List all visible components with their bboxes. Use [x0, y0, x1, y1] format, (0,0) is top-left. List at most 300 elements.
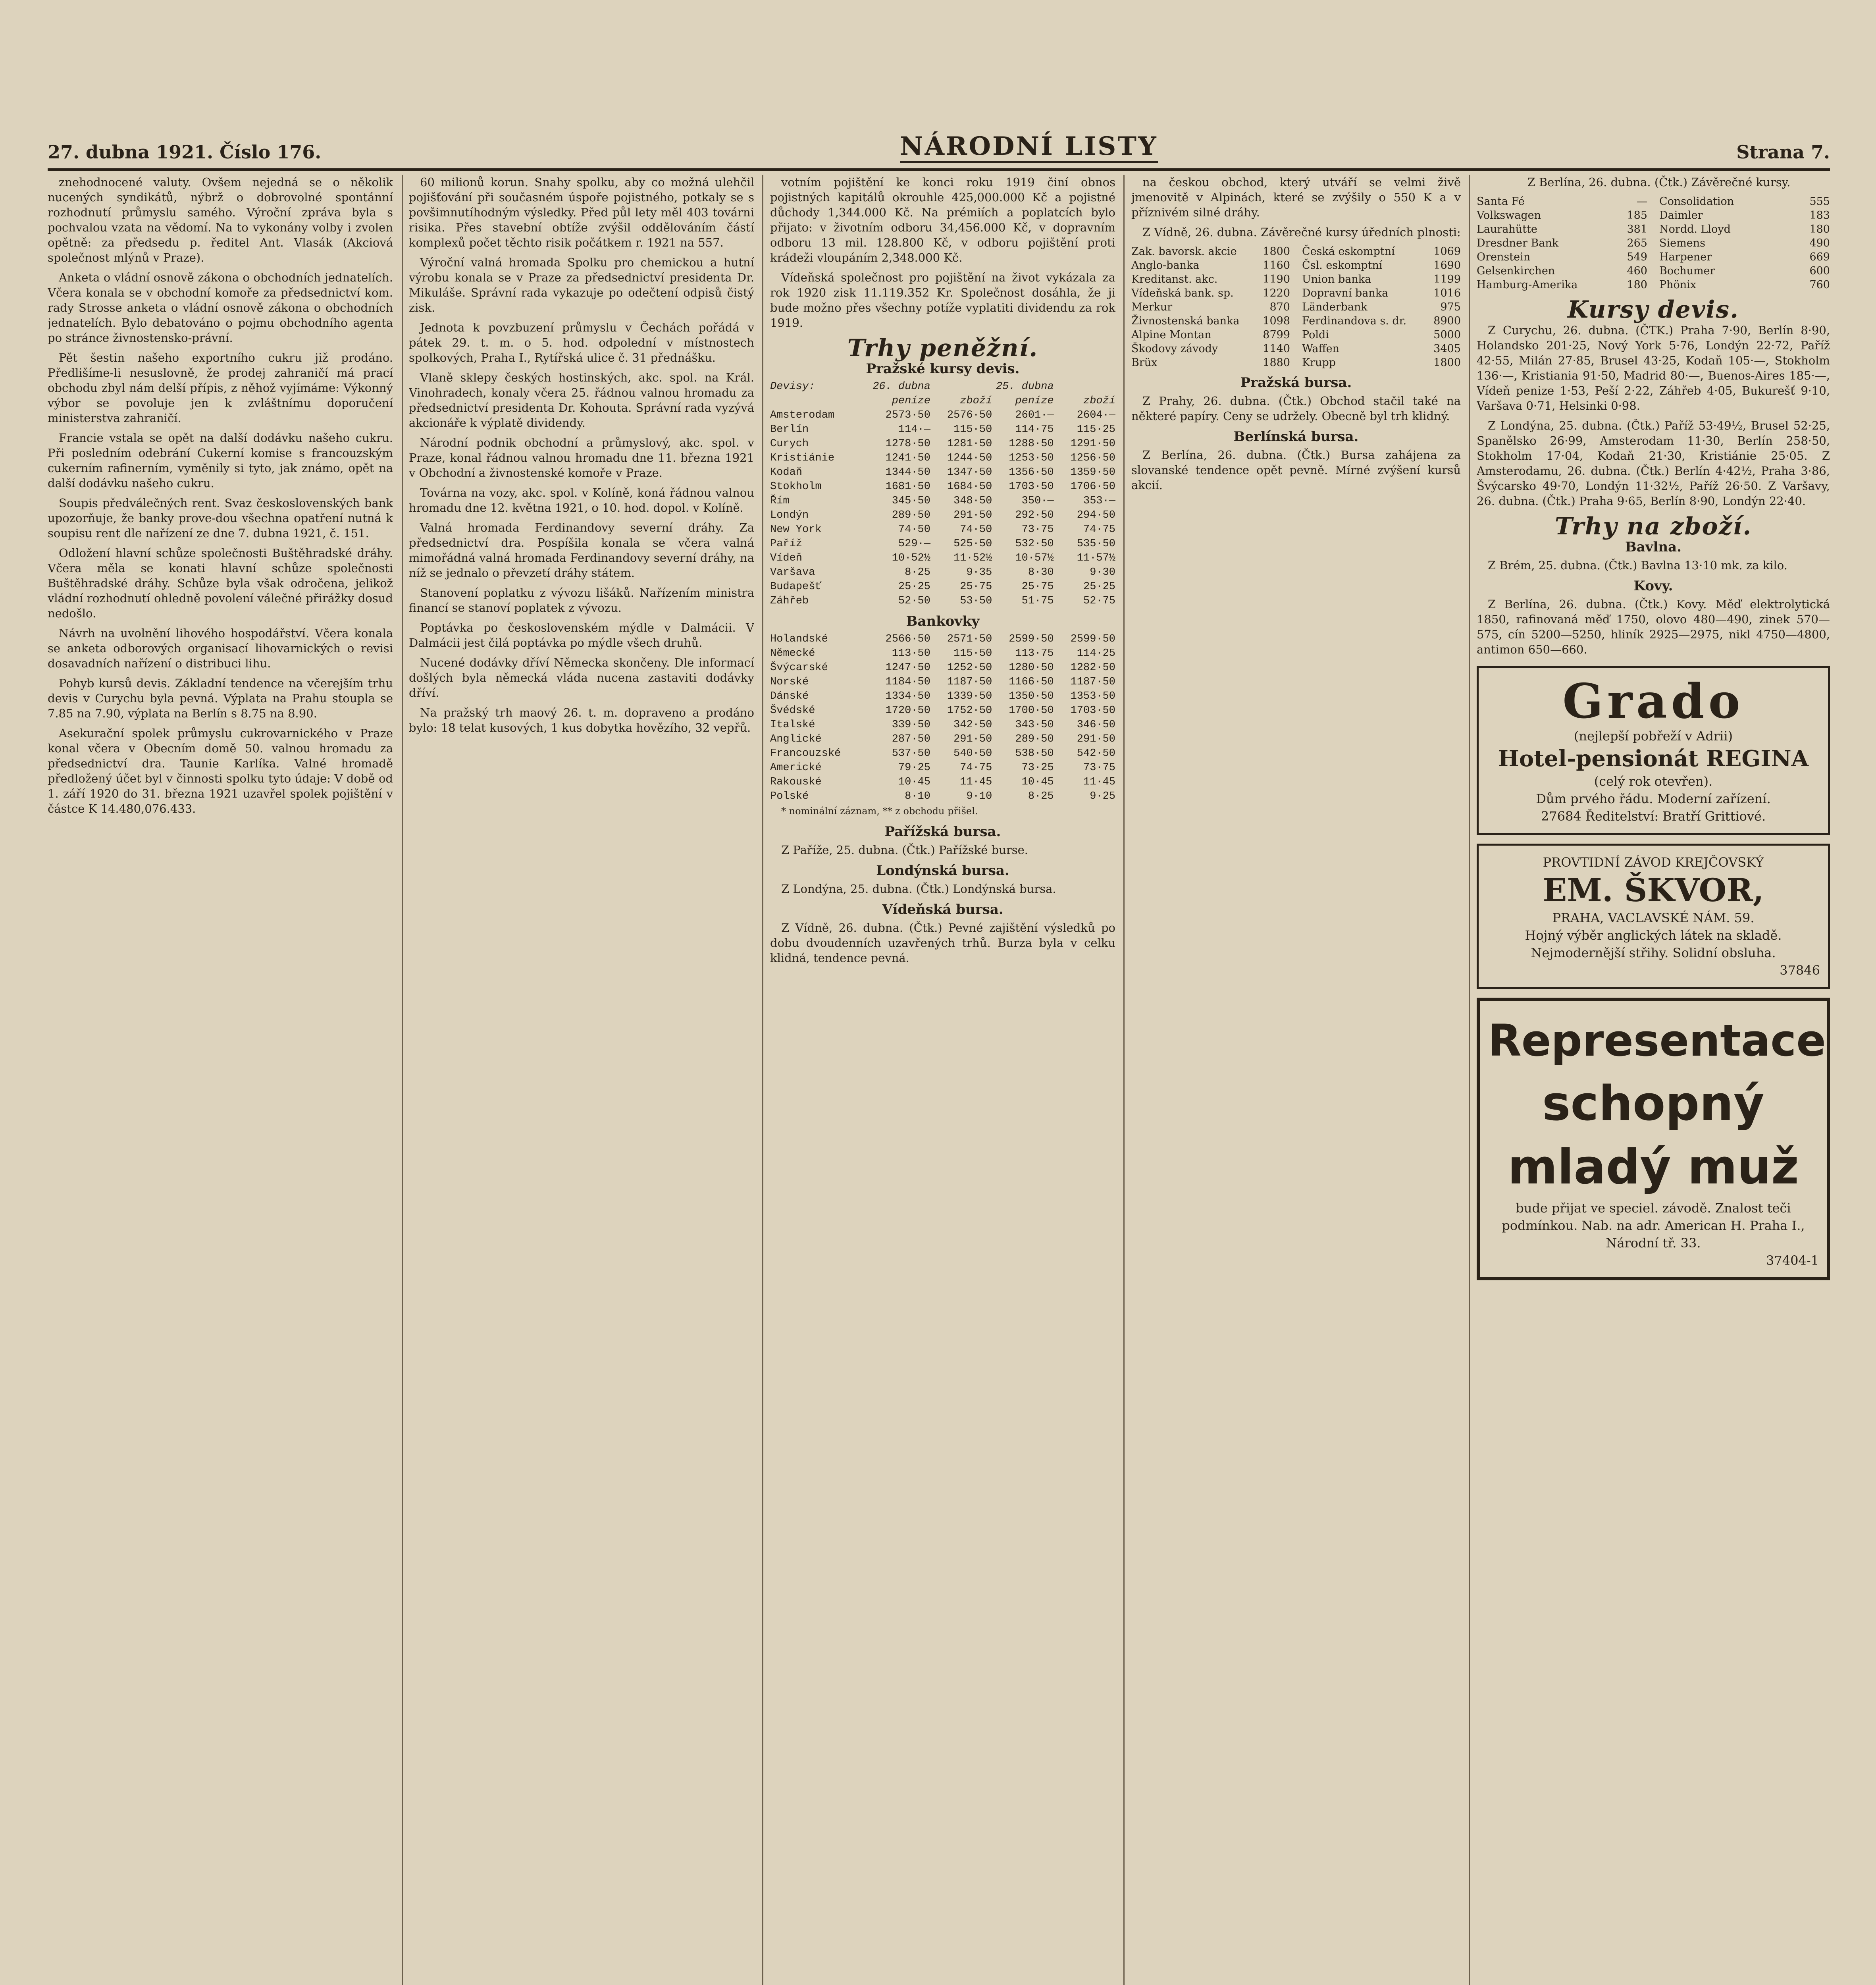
table-cell: Amsterodam — [770, 409, 835, 421]
table-cell: 350·— — [1021, 495, 1054, 507]
table-cell: 540·50 — [953, 748, 992, 759]
table-header-cell: Devisy: — [770, 381, 815, 393]
table-cell: 2566·50 — [885, 633, 930, 645]
table-header-cell: peníze — [892, 395, 930, 407]
table-cell: 529·— — [898, 538, 930, 550]
stock-row — [1659, 250, 1830, 264]
table-header-row — [770, 380, 1115, 394]
table-cell: 10·45 — [1021, 776, 1054, 788]
table-cell: 73·75 — [1083, 762, 1115, 774]
table-cell: 1706·50 — [1070, 481, 1115, 493]
stock-row — [1302, 314, 1461, 328]
article-paragraph: Odložení hlavní schůze společnosti Buštěhradské dráhy. Včera měla se konati hlavní schůze společnosti Buštěhradské dráhy. Schůze byla však odročena, jelikož vládní rozhodnutí ohledně povolení válečné přirážky dosud nedošlo. — [48, 546, 393, 620]
table-cell: Alpine Montan — [1131, 329, 1212, 341]
table-cell: 1184·50 — [885, 676, 930, 688]
table-cell: Škodovy závody — [1131, 343, 1218, 355]
table-cell: Poldi — [1302, 329, 1329, 341]
stock-row — [1659, 222, 1830, 236]
table-cell: 291·50 — [953, 733, 992, 745]
table-header-cell: peníze — [1015, 395, 1054, 407]
table-cell: 1282·50 — [1070, 662, 1115, 674]
table-cell: Norské — [770, 676, 809, 688]
article-paragraph: Francie vstala se opět na další dodávku našeho cukru. Při posledním odebrání Cukerní komise s francouzským cukerním rafinerním, vyměnily si tyto, jak známo, opět na další dodávku našeho cukru. — [48, 431, 393, 490]
table-cell: 532·50 — [1015, 538, 1054, 550]
table-cell: Gelsenkirchen — [1477, 265, 1555, 277]
article-paragraph: Z Curychu, 26. dubna. (ČTK.) Praha 7·90, Berlín 8·90, Holandsko 201·25, Nový York 5·76, Londýn 22·72, Paříž 42·55, Milán 27·85, Brusel 43·25, Kodaň 105·—, Stokholm 136·—, Kristiania 91·50, Madrid 80·—, Buenos-Aires 185·—, Vídeň penize 1·53, Peší 2·22, Záhřeb 4·05, Bukurešť 9·10, Varšava 0·71, Helsinki 0·98. — [1477, 324, 1830, 412]
table-cell: Dresdner Bank — [1477, 237, 1559, 249]
table-cell: 2576·50 — [947, 409, 992, 421]
fx-row — [770, 422, 1115, 437]
table-cell: 1253·50 — [1009, 452, 1054, 464]
table-cell: 10·52½ — [892, 552, 930, 564]
table-cell: 25·75 — [960, 581, 992, 593]
banknote-row — [770, 789, 1115, 804]
article-paragraph: Z Londýna, 25. dubna. (Čtk.) Paříž 53·49½, Brusel 52·25, Spanělsko 26·99, Amsterodam 11·30, Berlín 258·50, Stokholm 17·04, Kodaň 21·30, Kristiánie 25·05. Z Amsterodamu, 26. dubna. (Čtk.) Berlín 4·42½, Praha 3·86, Švýcarsko 49·70, Londýn 11·32½, Paříž 26·50. Z Varšavy, 26. dubna. (Čtk.) Praha 9·65, Berlín 8·90, Londýn 22·40. — [1477, 419, 1830, 508]
stock-row — [1659, 278, 1830, 292]
section-title: Trhy na zboží. — [1554, 513, 1752, 540]
table-cell: Ferdinandova s. dr. — [1302, 315, 1407, 327]
table-cell: 538·50 — [1015, 748, 1054, 759]
table-cell: 115·50 — [953, 648, 992, 659]
article-paragraph: Na pražský trh maový 26. t. m. dopraveno a prodáno bylo: 18 telat kusových, 1 kus dobytka hovězího, 32 vepřů. — [409, 706, 754, 734]
banknote-row — [770, 661, 1115, 675]
table-cell: Kristiánie — [770, 452, 835, 464]
table-cell: Siemens — [1659, 237, 1705, 249]
article-paragraph: 60 milionů korun. Snahy spolku, aby co možná ulehčil pojišťování při současném úspoře pojistného, potkaly se s povšimnutíhodným výsledky. Před půl lety měl 403 továrni risika. Přes stavební obtíže zvýšil oddělováním částí komplexů počet těchto risik počátkem r. 1921 na 557. — [409, 175, 754, 249]
table-cell: 1278·50 — [885, 438, 930, 450]
table-note: * nominální záznam, ** z obchodu přišel. — [781, 806, 978, 817]
table-cell: 2599·50 — [1009, 633, 1054, 645]
banknote-row — [770, 732, 1115, 746]
table-cell: 343·50 — [1015, 719, 1054, 731]
table-cell: 8900 — [1433, 315, 1461, 327]
table-header-cell: zboží — [960, 395, 992, 407]
table-cell: 115·25 — [1077, 424, 1115, 436]
stock-row — [1131, 300, 1290, 314]
masthead — [48, 119, 1830, 171]
fx-row — [770, 522, 1115, 537]
table-cell: 180 — [1809, 223, 1830, 235]
stock-row — [1131, 272, 1290, 286]
table-cell: Česká eskomptní — [1302, 245, 1395, 258]
banknote-row — [770, 703, 1115, 718]
ad-title: schopný — [1542, 1076, 1764, 1131]
article-paragraph: Jednota k povzbuzení průmyslu v Čechách pořádá v pátek 29. t. m. o 5. hod. odpolední v místnostech spolkových, Praha I., Rytířská ulice č. 31 přednášku. — [409, 321, 754, 364]
table-cell: 870 — [1269, 301, 1290, 313]
table-cell: Stokholm — [770, 481, 822, 493]
table-cell: 8·10 — [905, 790, 930, 802]
column-1 — [48, 175, 393, 1985]
table-cell: Švýcarské — [770, 662, 828, 674]
table-cell: 1190 — [1263, 273, 1290, 285]
table-cell: 51·75 — [1021, 595, 1054, 607]
table-cell: 294·50 — [1077, 509, 1115, 521]
column-divider — [1123, 175, 1125, 1985]
ad-code: 37404-1 — [1766, 1253, 1819, 1268]
table-cell: 25·25 — [1083, 581, 1115, 593]
section-subtitle: Bavlna. — [1625, 539, 1682, 555]
banknotes-table — [770, 632, 1115, 804]
fx-row — [770, 508, 1115, 522]
table-cell: 289·50 — [1015, 733, 1054, 745]
table-cell: 291·50 — [953, 509, 992, 521]
article-paragraph: Z Vídně, 26. dubna. (Čtk.) Pevné zajištění výsledků po dobu dvoudenních uzavřených trhů. Burza byla v celku klidná, tendence pevná. — [770, 921, 1115, 965]
table-cell: 2571·50 — [947, 633, 992, 645]
table-cell: 1703·50 — [1070, 705, 1115, 717]
table-cell: 760 — [1809, 279, 1830, 291]
stock-header: Z Berlína, 26. dubna. (Čtk.) Závěrečné kursy. — [1527, 175, 1791, 189]
table-cell: 600 — [1809, 265, 1830, 277]
section-subtitle: Londýnská bursa. — [876, 863, 1009, 879]
stock-row — [1477, 250, 1647, 264]
table-cell: Kreditanst. akc. — [1131, 273, 1218, 285]
table-cell: 114·25 — [1077, 648, 1115, 659]
table-cell: 8799 — [1263, 329, 1290, 341]
section-title: Kursy devis. — [1567, 296, 1739, 324]
table-cell: 1220 — [1263, 287, 1290, 299]
table-cell: 1281·50 — [947, 438, 992, 450]
article-paragraph: Národní podnik obchodní a průmyslový, akc. spol. v Praze, konal řádnou valnou hromadu dne 11. března 1921 v Obchodní a živnostenské komoře v Praze. — [409, 436, 754, 480]
fx-row — [770, 437, 1115, 451]
article-paragraph: Soupis předválečných rent. Svaz československých bank upozorňuje, že banky prove-dou všechna opatření nutná k soupisu rent dle nařízení ze dne 7. dubna 1921, č. 151. — [48, 496, 393, 540]
table-cell: 25·75 — [1021, 581, 1054, 593]
fx-row — [770, 451, 1115, 465]
stock-row — [1659, 264, 1830, 278]
table-cell: Polské — [770, 790, 809, 802]
table-cell: 10·45 — [898, 776, 930, 788]
banknote-row — [770, 761, 1115, 775]
stock-row — [1477, 264, 1647, 278]
table-cell: 345·50 — [892, 495, 930, 507]
stock-row — [1131, 342, 1290, 356]
table-cell: 1339·50 — [947, 690, 992, 702]
table-cell: 1098 — [1263, 315, 1290, 327]
table-cell: Americké — [770, 762, 822, 774]
banknote-row — [770, 632, 1115, 646]
banknote-row — [770, 689, 1115, 703]
fx-row — [770, 537, 1115, 551]
table-cell: 11·45 — [1083, 776, 1115, 788]
column-divider — [1469, 175, 1470, 1985]
banknote-row — [770, 746, 1115, 761]
stock-row — [1302, 245, 1461, 258]
table-cell: Dopravní banka — [1302, 287, 1389, 299]
table-cell: 115·50 — [953, 424, 992, 436]
stock-row — [1131, 356, 1290, 370]
table-cell: 114·75 — [1015, 424, 1054, 436]
table-cell: 113·75 — [1015, 648, 1054, 659]
table-cell: 1347·50 — [947, 466, 992, 478]
stock-row — [1131, 245, 1290, 258]
article-paragraph: Stanovení poplatku z vývozu lišáků. Nařízením ministra financí se stanoví poplatek z vývozu. — [409, 586, 754, 615]
table-cell: Phönix — [1659, 279, 1697, 291]
table-cell: 53·50 — [960, 595, 992, 607]
table-cell: 5000 — [1433, 329, 1461, 341]
table-cell: Holandské — [770, 633, 828, 645]
article-paragraph: Z Brém, 25. dubna. (Čtk.) Bavlna 13·10 mk. za kilo. — [1488, 559, 1787, 572]
article-paragraph: na českou obchod, který utváří se velmi živě jmenovitě v Alpinách, které se zvýšily o 550 K a v příznivém silné dráhy. — [1131, 175, 1461, 219]
table-header-cell — [1054, 380, 1115, 394]
article-paragraph: Nucené dodávky dříví Německa skončeny. Dle informací došlých byla německá vláda nucena zastaviti dodávky dříví. — [409, 656, 754, 700]
table-cell: 1069 — [1433, 245, 1461, 258]
table-cell: 9·10 — [966, 790, 992, 802]
table-cell: 1350·50 — [1009, 690, 1054, 702]
table-cell: Laurahütte — [1477, 223, 1537, 235]
table-cell: 346·50 — [1077, 719, 1115, 731]
table-cell: 8·25 — [1028, 790, 1054, 802]
ad-title: mladý muž — [1508, 1140, 1799, 1195]
table-cell: 1800 — [1433, 357, 1461, 369]
table-cell: 8·25 — [905, 567, 930, 578]
table-cell: 2601·— — [1015, 409, 1054, 421]
table-cell: 669 — [1809, 251, 1830, 263]
table-cell: Dánské — [770, 690, 809, 702]
section-subtitle: Pražské kursy devis. — [866, 361, 1020, 377]
table-cell: 342·50 — [953, 719, 992, 731]
table-cell: 1359·50 — [1070, 466, 1115, 478]
table-cell: Anglické — [770, 733, 822, 745]
table-cell: 1752·50 — [947, 705, 992, 717]
article-paragraph: Výroční valná hromada Spolku pro chemickou a hutní výrobu konala se v Praze za předsednictví presidenta Dr. Mikuláše. Správní rada vykazuje po odečtení odpisů čistý zisk. — [409, 256, 754, 314]
table-cell: 2599·50 — [1070, 633, 1115, 645]
table-cell: 25·25 — [898, 581, 930, 593]
table-cell: 289·50 — [892, 509, 930, 521]
table-cell: 11·52½ — [953, 552, 992, 564]
table-cell: Waffen — [1302, 343, 1340, 355]
table-header-cell — [930, 380, 992, 394]
table-cell: 74·75 — [960, 762, 992, 774]
article-paragraph: Z Berlína, 26. dubna. (Čtk.) Bursa zahájena za slovanské tendence opět pevně. Mírné zvýšení kursů akcií. — [1131, 448, 1461, 492]
table-cell: 291·50 — [1077, 733, 1115, 745]
fx-row — [770, 465, 1115, 480]
table-header-cell — [770, 394, 869, 408]
berlin-stock-list — [1477, 195, 1830, 292]
table-cell: 1690 — [1433, 259, 1461, 272]
table-cell: — — [1637, 195, 1647, 208]
section-subtitle: Pražská bursa. — [1240, 375, 1352, 391]
table-cell: Nordd. Lloyd — [1659, 223, 1731, 235]
table-cell: 1252·50 — [947, 662, 992, 674]
advertisement-tailor — [1477, 844, 1830, 989]
section-subtitle: Vídeňská bursa. — [882, 902, 1003, 917]
table-cell: 1288·50 — [1009, 438, 1054, 450]
article-paragraph: Pohyb kursů devis. Základní tendence na včerejším trhu devis v Curychu byla pevná. Výplata na Prahu stoupla se 7.85 na 7.90, výplata na Berlín s 8.75 na 8.90. — [48, 676, 393, 720]
table-cell: 1244·50 — [947, 452, 992, 464]
article-paragraph: Návrh na uvolnění lihového hospodářství. Včera konala se anketa odborových organisací lihovarnických o revisi dosavadních nařízení o distribuci lihu. — [48, 626, 393, 670]
table-cell: Zak. bavorsk. akcie — [1131, 245, 1237, 258]
table-cell: Francouzské — [770, 748, 841, 759]
ad-title: Representace — [1488, 1015, 1826, 1066]
table-cell: Santa Fé — [1477, 195, 1525, 208]
table-header-row — [770, 394, 1115, 408]
article-paragraph: Valná hromada Ferdinandovy severní dráhy. Za předsednictví dra. Pospíšila konala se včera valná mimořádná valná hromada Ferdinandovy severní dráhy, na níž se jednalo o převzetí dráhy státem. — [409, 521, 754, 580]
table-cell: 549 — [1627, 251, 1647, 263]
stock-row — [1131, 328, 1290, 342]
table-cell: Union banka — [1302, 273, 1371, 285]
ad-address: PRAHA, VACLAVSKÉ NÁM. 59. — [1552, 910, 1755, 925]
table-cell: Curych — [770, 438, 809, 450]
table-cell: 1684·50 — [947, 481, 992, 493]
table-cell: Bochumer — [1659, 265, 1715, 277]
article-paragraph: Vlaně sklepy českých hostinských, akc. spol. na Král. Vinohradech, konaly včera 25. řádnou valnou hromadu za předsednictví presidenta Dr. Kohouta. Správní rada vyzývá akcionáře k výplatě dividendy. — [409, 371, 754, 430]
ad-hotel-name: Hotel-pensionát REGINA — [1498, 746, 1809, 772]
table-cell: New York — [770, 524, 822, 536]
table-cell: 1703·50 — [1009, 481, 1054, 493]
table-cell: 52·75 — [1083, 595, 1115, 607]
article-paragraph: votním pojištění ke konci roku 1919 činí obnos pojistných kapitálů okrouhle 425,000.000 Kč a pojistné důchody 1,344.000 Kč. Na prémiích a poplatcích bylo přijato: v životním odboru 34,456.000 Kč, v dopravním odboru 13 mil. 128.800 Kč, v odboru pojištění proti krádeži vloupáním 2,348.000 Kč. — [770, 175, 1115, 264]
table-cell: Čsl. eskomptní — [1302, 259, 1383, 272]
column-divider — [402, 175, 403, 1985]
table-cell: 1880 — [1263, 357, 1290, 369]
ad-subtitle: (celý rok otevřen). — [1594, 774, 1713, 789]
table-cell: Německé — [770, 648, 815, 659]
table-cell: 52·50 — [898, 595, 930, 607]
ad-line: 27684 Ředitelství: Bratří Grittiové. — [1541, 809, 1766, 824]
stock-row — [1302, 328, 1461, 342]
table-cell: 2573·50 — [885, 409, 930, 421]
fx-row — [770, 580, 1115, 594]
newspaper-title: NÁRODNÍ LISTY — [900, 131, 1158, 163]
table-cell: 73·75 — [1021, 524, 1054, 536]
table-cell: Švédské — [770, 705, 815, 717]
advertisement-grado — [1477, 666, 1830, 835]
section-subtitle: Pařížská bursa. — [884, 824, 1001, 840]
table-cell: 535·50 — [1077, 538, 1115, 550]
banknote-row — [770, 646, 1115, 661]
article-paragraph: Anketa o vládní osnově zákona o obchodních jednatelích. Včera konala se v obchodní komoře za předsednictví kom. rady Strosse anketa o vládní osnově zákona o obchodních jednatelích. Bylo debatováno o pojmu obchodního agenta po stránce živnostensko-právní. — [48, 271, 393, 345]
table-cell: Živnostenská banka — [1131, 315, 1240, 327]
stock-row — [1302, 356, 1461, 370]
table-cell: Krupp — [1302, 357, 1336, 369]
section-subtitle: Berlínská bursa. — [1233, 429, 1359, 445]
table-cell: 185 — [1627, 209, 1647, 222]
stock-row — [1659, 208, 1830, 222]
table-cell: Volkswagen — [1477, 209, 1541, 222]
table-cell: 74·50 — [960, 524, 992, 536]
table-cell: 9·35 — [966, 567, 992, 578]
table-cell: 1720·50 — [885, 705, 930, 717]
table-cell: 1241·50 — [885, 452, 930, 464]
column-3 — [770, 175, 1115, 1985]
table-cell: 180 — [1627, 279, 1647, 291]
table-cell: 1140 — [1263, 343, 1290, 355]
stock-row — [1131, 286, 1290, 300]
table-cell: 114·— — [898, 424, 930, 436]
table-cell: 1334·50 — [885, 690, 930, 702]
table-cell: 73·25 — [1021, 762, 1054, 774]
ad-title: Grado — [1562, 673, 1744, 729]
stock-row — [1659, 236, 1830, 250]
ad-text: bude přijat ve speciel. závodě. Znalost teči podmínkou. Nab. na adr. American H. Praha I., Národní tř. 33. — [1502, 1201, 1805, 1251]
table-cell: 1800 — [1263, 245, 1290, 258]
table-cell: 9·30 — [1090, 567, 1115, 578]
table-cell: 1700·50 — [1009, 705, 1054, 717]
table-cell: 10·57½ — [1015, 552, 1054, 564]
stock-row — [1477, 208, 1647, 222]
table-cell: 74·50 — [898, 524, 930, 536]
table-cell: 2604·— — [1077, 409, 1115, 421]
stock-row — [1302, 300, 1461, 314]
table-cell: Consolidation — [1659, 195, 1734, 208]
article-paragraph: Vídeňská společnost pro pojištění na život vykázala za rok 1920 zisk 11.119.352 Kr. Společnost dosáhla, že ji bude možno přes všechny potíže vyplatiti dividendu za rok 1919. — [770, 271, 1115, 330]
issue-date: 27. dubna 1921. Číslo 176. — [48, 141, 322, 163]
table-cell: Vídeň — [770, 552, 803, 564]
article-paragraph: Z Paříže, 25. dubna. (Čtk.) Pařížské burse. — [781, 843, 1029, 857]
table-cell: Daimler — [1659, 209, 1703, 222]
table-cell: 9·25 — [1090, 790, 1115, 802]
table-cell: 1016 — [1433, 287, 1461, 299]
table-cell: Brüx — [1131, 357, 1158, 369]
article-paragraph: Asekurační spolek průmyslu cukrovarnického v Praze konal včera v Obecním domě 50. valnou hromadu za předsednictví dra. Taunie Karlíka. Valné hromadě předložený účet byl v činnosti spolku tyto údaje: V době od 1. září 1920 do 31. března 1921 uzavřel spolek pojištění v částce K 14.480,076.433. — [48, 727, 393, 815]
column-4 — [1131, 175, 1461, 1985]
stock-row — [1659, 195, 1830, 208]
article-paragraph: Poptávka po československém mýdle v Dalmácii. V Dalmácii jest čilá poptávka po mýdle všech druhů. — [409, 621, 754, 649]
table-cell: 287·50 — [892, 733, 930, 745]
table-cell: Harpener — [1659, 251, 1712, 263]
article-paragraph: Z Prahy, 26. dubna. (Čtk.) Obchod stačil také na některé papíry. Ceny se udržely. Obecně byl trh klidný. — [1131, 394, 1461, 423]
article-paragraph: Z Vídně, 26. dubna. Závěrečné kursy úředních plnosti: — [1142, 225, 1461, 239]
ad-line: Hojný výběr anglických látek na skladě. — [1525, 928, 1782, 943]
stock-row — [1131, 258, 1290, 272]
table-cell: 113·50 — [892, 648, 930, 659]
table-cell: 11·45 — [960, 776, 992, 788]
banknote-row — [770, 775, 1115, 789]
table-cell: Merkur — [1131, 301, 1173, 313]
table-cell: 353·— — [1083, 495, 1115, 507]
table-cell: 1353·50 — [1070, 690, 1115, 702]
table-cell: 8·30 — [1028, 567, 1054, 578]
table-cell: Paříž — [770, 538, 803, 550]
table-cell: 1187·50 — [947, 676, 992, 688]
table-cell: 79·25 — [898, 762, 930, 774]
stock-row — [1477, 236, 1647, 250]
table-cell: 542·50 — [1077, 748, 1115, 759]
table-cell: 183 — [1809, 209, 1830, 222]
column-5 — [1477, 175, 1830, 1985]
table-cell: Vídeňská bank. sp. — [1131, 287, 1234, 299]
table-cell: 74·75 — [1083, 524, 1115, 536]
table-cell: Berlín — [770, 424, 809, 436]
table-cell: 1187·50 — [1070, 676, 1115, 688]
ad-business-name: EM. ŠKVOR, — [1543, 871, 1764, 909]
fx-rates-table — [770, 380, 1115, 608]
table-cell: 460 — [1627, 265, 1647, 277]
table-header-cell: 25. dubna — [996, 381, 1054, 393]
table-cell: Záhřeb — [770, 595, 809, 607]
banknote-row — [770, 718, 1115, 732]
table-cell: Orenstein — [1477, 251, 1531, 263]
article-paragraph: Továrna na vozy, akc. spol. v Kolíně, koná řádnou valnou hromadu dne 12. května 1921, o 10. hod. dopol. v Kolíně. — [409, 486, 754, 515]
table-cell: 1166·50 — [1009, 676, 1054, 688]
table-cell: Hamburg-Amerika — [1477, 279, 1578, 291]
table-cell: 490 — [1809, 237, 1830, 249]
banknote-row — [770, 675, 1115, 689]
page-number: Strana 7. — [1736, 141, 1830, 163]
table-cell: 1280·50 — [1009, 662, 1054, 674]
table-cell: Řím — [770, 495, 790, 507]
table-cell: 1199 — [1433, 273, 1461, 285]
article-paragraph: znehodnocené valuty. Ovšem nejedná se o několik nucených syndikátů, nýbrž o dobrovolné spontánní rozhodnutí průmyslu samého. Výroční zpráva byla s pochvalou vzata na vědomí. Na to vykonány volby i zvolen opětně: za předsedu p. ředitel Ant. Vlasák (Akciová společnost mlýnů v Praze). — [48, 175, 393, 264]
table-header-cell: 26. dubna — [873, 381, 930, 393]
table-cell: 11·57½ — [1077, 552, 1115, 564]
fx-row — [770, 594, 1115, 608]
table-cell: 525·50 — [953, 538, 992, 550]
table-header-cell: zboží — [1083, 395, 1115, 407]
table-cell: 555 — [1809, 195, 1830, 208]
ad-line: Dům prvého řádu. Moderní zařízení. — [1536, 791, 1771, 806]
column-2 — [409, 175, 754, 1985]
fx-row — [770, 494, 1115, 508]
